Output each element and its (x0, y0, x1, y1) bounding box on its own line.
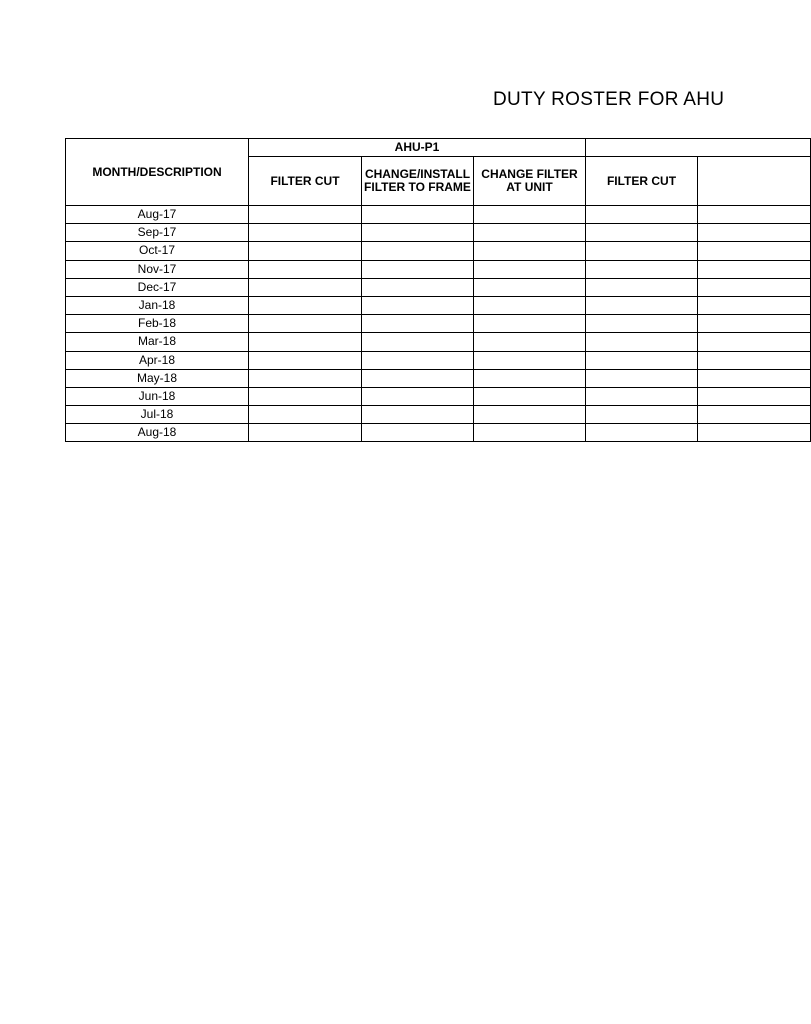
table-cell[interactable] (586, 369, 698, 387)
table-cell[interactable] (474, 369, 586, 387)
table-cell[interactable] (249, 278, 362, 296)
table-cell[interactable] (474, 351, 586, 369)
table-cell[interactable] (362, 278, 474, 296)
table-cell[interactable] (362, 369, 474, 387)
table-cell[interactable] (586, 278, 698, 296)
table-cell[interactable] (698, 333, 811, 351)
table-cell[interactable] (249, 387, 362, 405)
table-cell[interactable] (474, 387, 586, 405)
table-cell[interactable] (249, 351, 362, 369)
table-cell[interactable] (249, 260, 362, 278)
table-cell[interactable] (586, 406, 698, 424)
month-cell: Jan-18 (66, 296, 249, 314)
month-cell: Sep-17 (66, 224, 249, 242)
group-header-next (586, 139, 811, 157)
table-cell[interactable] (249, 296, 362, 314)
table-cell[interactable] (698, 406, 811, 424)
roster-body (66, 206, 811, 442)
table-cell[interactable] (586, 351, 698, 369)
table-cell[interactable] (474, 424, 586, 442)
table-cell[interactable] (698, 315, 811, 333)
table-row (66, 206, 811, 224)
table-cell[interactable] (362, 260, 474, 278)
table-cell[interactable] (698, 206, 811, 224)
table-cell[interactable] (586, 296, 698, 314)
table-cell[interactable] (474, 260, 586, 278)
table-cell[interactable] (362, 315, 474, 333)
month-cell: Aug-17 (66, 206, 249, 224)
table-cell[interactable] (586, 242, 698, 260)
table-cell[interactable] (362, 242, 474, 260)
month-cell: Mar-18 (66, 333, 249, 351)
table-cell[interactable] (249, 424, 362, 442)
month-cell: Feb-18 (66, 315, 249, 333)
table-cell[interactable] (249, 406, 362, 424)
table-cell[interactable] (362, 206, 474, 224)
table-cell[interactable] (698, 296, 811, 314)
table-cell[interactable] (474, 206, 586, 224)
table-row (66, 333, 811, 351)
group-header-row (66, 139, 811, 157)
table-cell[interactable] (362, 387, 474, 405)
table-cell[interactable] (362, 424, 474, 442)
month-cell: Aug-18 (66, 424, 249, 442)
month-description-header: MONTH/DESCRIPTION (66, 139, 249, 206)
duty-roster-table (65, 138, 811, 442)
table-cell[interactable] (362, 406, 474, 424)
table-cell[interactable] (249, 315, 362, 333)
table-row (66, 315, 811, 333)
month-cell: Jul-18 (66, 406, 249, 424)
table-row (66, 424, 811, 442)
table-cell[interactable] (249, 369, 362, 387)
month-cell: May-18 (66, 369, 249, 387)
table-cell[interactable] (362, 296, 474, 314)
column-header-next (698, 157, 811, 206)
month-cell: Oct-17 (66, 242, 249, 260)
table-cell[interactable] (474, 406, 586, 424)
table-cell[interactable] (586, 224, 698, 242)
table-cell[interactable] (586, 260, 698, 278)
table-cell[interactable] (698, 351, 811, 369)
table-cell[interactable] (698, 260, 811, 278)
table-row (66, 278, 811, 296)
table-row (66, 296, 811, 314)
table-cell[interactable] (698, 242, 811, 260)
month-cell: Nov-17 (66, 260, 249, 278)
table-row (66, 242, 811, 260)
table-cell[interactable] (249, 242, 362, 260)
table-cell[interactable] (586, 387, 698, 405)
column-header-filter-cut-2: FILTER CUT (586, 157, 698, 206)
table-cell[interactable] (698, 424, 811, 442)
table-cell[interactable] (249, 224, 362, 242)
month-cell: Apr-18 (66, 351, 249, 369)
table-cell[interactable] (698, 369, 811, 387)
table-cell[interactable] (698, 224, 811, 242)
table-cell[interactable] (474, 242, 586, 260)
table-row (66, 387, 811, 405)
table-cell[interactable] (362, 333, 474, 351)
group-header-ahu-p1: AHU-P1 (249, 139, 586, 157)
table-cell[interactable] (586, 206, 698, 224)
table-cell[interactable] (474, 278, 586, 296)
table-row (66, 406, 811, 424)
column-header-change-filter-at-unit: CHANGE FILTER AT UNIT (474, 157, 586, 206)
table-cell[interactable] (698, 387, 811, 405)
table-cell[interactable] (474, 333, 586, 351)
table-cell[interactable] (362, 224, 474, 242)
table-cell[interactable] (249, 206, 362, 224)
table-cell[interactable] (586, 333, 698, 351)
table-cell[interactable] (474, 224, 586, 242)
table-row (66, 224, 811, 242)
table-cell[interactable] (698, 278, 811, 296)
table-row (66, 369, 811, 387)
month-cell: Dec-17 (66, 278, 249, 296)
page-title: DUTY ROSTER FOR AHU (493, 89, 725, 110)
table-cell[interactable] (586, 315, 698, 333)
table-row (66, 260, 811, 278)
column-header-filter-cut: FILTER CUT (249, 157, 362, 206)
column-header-change-install-filter: CHANGE/INSTALL FILTER TO FRAME (362, 157, 474, 206)
table-cell[interactable] (474, 315, 586, 333)
month-cell: Jun-18 (66, 387, 249, 405)
table-row (66, 351, 811, 369)
table-cell[interactable] (474, 296, 586, 314)
table-cell[interactable] (249, 333, 362, 351)
table-cell[interactable] (586, 424, 698, 442)
table-cell[interactable] (362, 351, 474, 369)
